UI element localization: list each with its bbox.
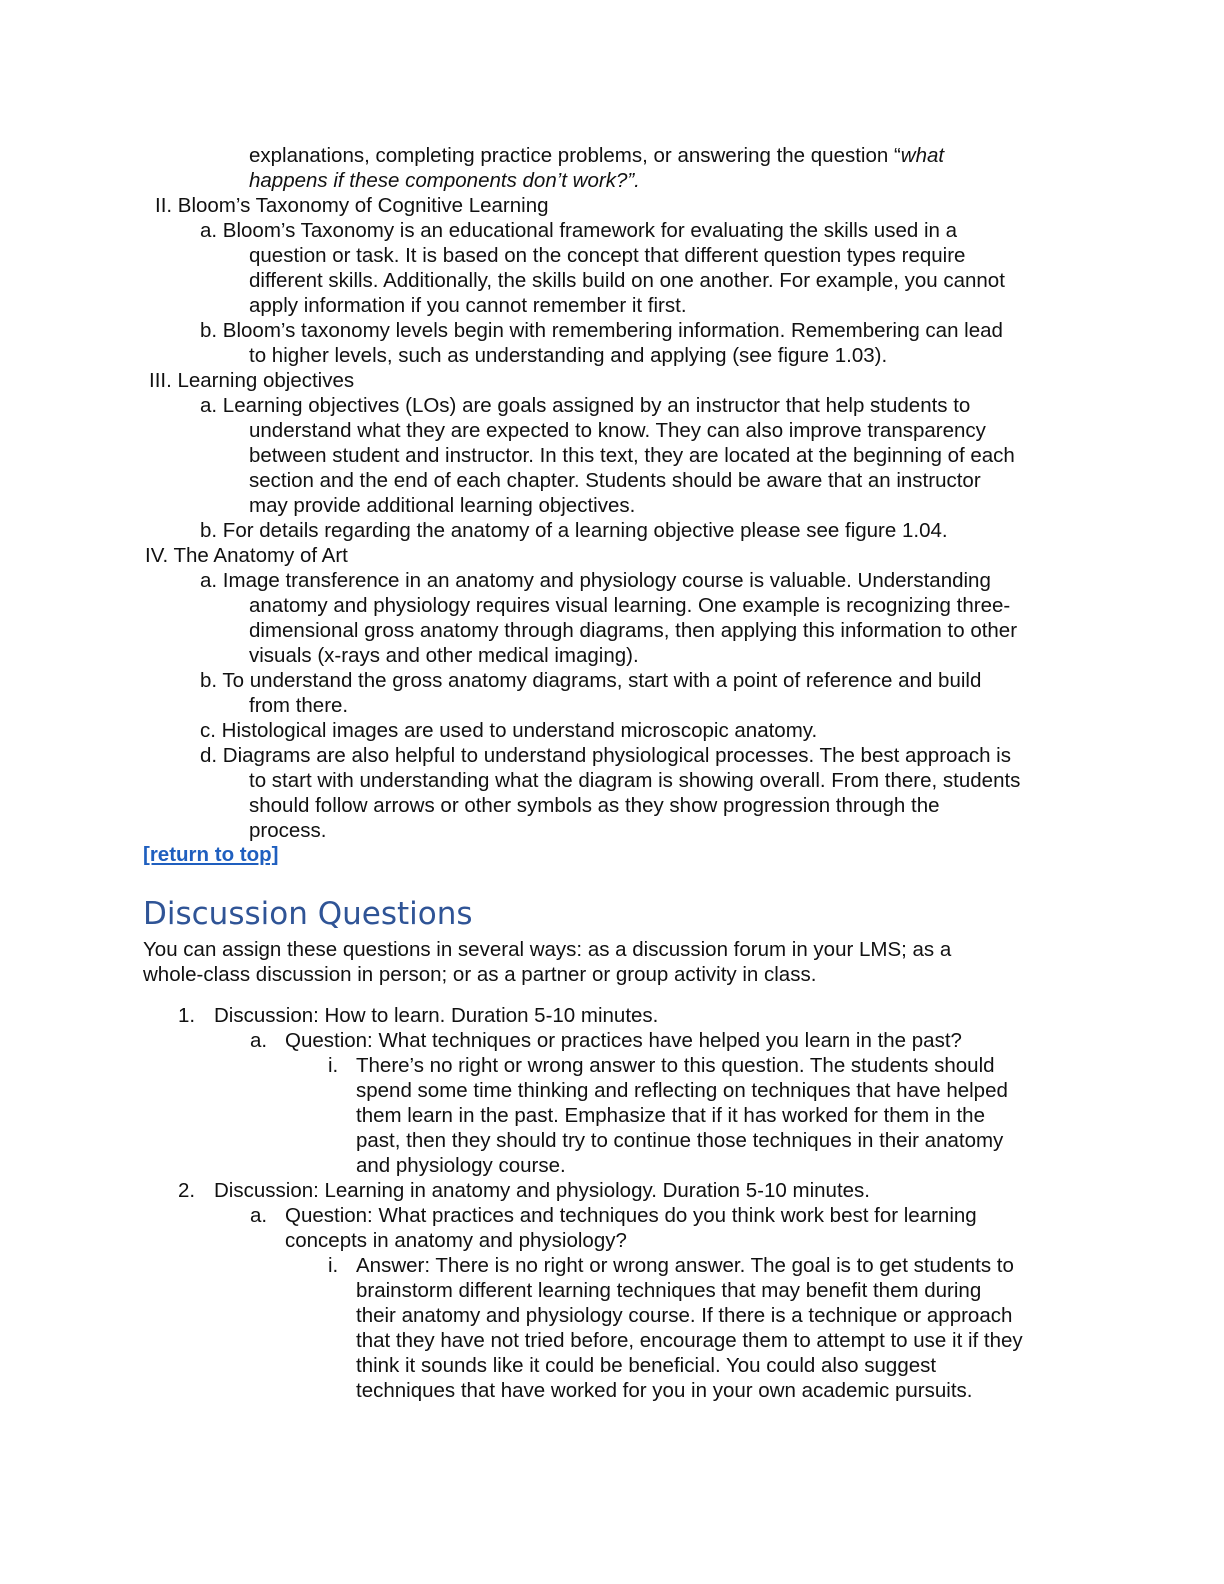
question-1a-i-line: and physiology course. [356,1154,566,1177]
question-2a-line: Question: What practices and techniques do you think work best for learning [285,1204,977,1227]
objectives-item-a-line: section and the end of each chapter. Students should be aware that an instructor [249,469,981,492]
question-1a-text: Question: What techniques or practices have helped you learn in the past? [285,1029,962,1052]
objectives-item-a-line: may provide additional learning objectives. [249,494,636,517]
blooms-item-b-line: b. Bloom’s taxonomy levels begin with remembering information. Remembering can lead [200,319,1003,342]
question-2a-i-line: Answer: There is no right or wrong answer. The goal is to get students to [356,1254,1014,1277]
question-2a-i-line: think it sounds like it could be beneficial. You could also suggest [356,1354,937,1377]
blooms-item-a-line: different skills. Additionally, the skills build on one another. For example, you cannot [249,269,1005,292]
art-item-d-line: d. Diagrams are also helpful to understand physiological processes. The best approach is [200,744,1011,767]
question-1a-marker: a. [250,1029,268,1052]
art-item-a-line: visuals (x-rays and other medical imaging). [249,644,639,667]
return-to-top-link[interactable]: [return to top] [143,843,279,866]
question-1a-i-marker: i. [328,1054,339,1077]
question-2a-marker: a. [250,1204,268,1227]
question-2a-i-line: that they have not tried before, encourage them to attempt to use it if they [356,1329,1023,1352]
objectives-item-a-line: a. Learning objectives (LOs) are goals assigned by an instructor that help students to [200,394,971,417]
question-2-number: 2. [178,1179,196,1202]
question-1-title: Discussion: How to learn. Duration 5-10 minutes. [214,1004,659,1027]
blooms-item-a-line: a. Bloom’s Taxonomy is an educational framework for evaluating the skills used in a [200,219,957,242]
objectives-item-b-line: b. For details regarding the anatomy of a learning objective please see figure 1.04. [200,519,948,542]
question-1a-i-line: past, then they should try to continue those techniques in their anatomy [356,1129,1004,1152]
section-heading-anatomy-of-art: IV. The Anatomy of Art [145,544,348,567]
question-2a-i-marker: i. [328,1254,339,1277]
section-heading-blooms: II. Bloom’s Taxonomy of Cognitive Learning [155,194,549,217]
discussion-intro-line: You can assign these questions in several ways: as a discussion forum in your LMS; as a [143,938,952,961]
question-2a-i-line: techniques that have worked for you in your own academic pursuits. [356,1379,973,1402]
art-item-a-line: a. Image transference in an anatomy and physiology course is valuable. Understanding [200,569,991,592]
art-item-d-line: to start with understanding what the diagram is showing overall. From there, students [249,769,1021,792]
continuation-line-2: happens if these components don’t work?”. [249,169,640,192]
art-item-b-line: from there. [249,694,349,717]
section-heading-learning-objectives: III. Learning objectives [149,369,355,392]
art-item-a-line: anatomy and physiology requires visual learning. One example is recognizing three- [249,594,1011,617]
art-item-a-line: dimensional gross anatomy through diagrams, then applying this information to other [249,619,1018,642]
discussion-questions-heading: Discussion Questions [143,896,473,932]
question-1a-i-line: There’s no right or wrong answer to this question. The students should [356,1054,995,1077]
continuation-italic: what [900,144,945,167]
question-1-number: 1. [178,1004,196,1027]
continuation-line-1 [249,143,944,168]
objectives-item-a-line: between student and instructor. In this text, they are located at the beginning of each [249,444,1015,467]
art-item-c-line: c. Histological images are used to understand microscopic anatomy. [200,719,818,742]
discussion-intro-line: whole-class discussion in person; or as a partner or group activity in class. [143,963,817,986]
question-1a-i-line: them learn in the past. Emphasize that if it has worked for them in the [356,1104,985,1127]
art-item-d-line: should follow arrows or other symbols as they show progression through the [249,794,940,817]
art-item-d-line: process. [249,819,327,842]
blooms-item-a-line: apply information if you cannot remember it first. [249,294,687,317]
art-item-b-line: b. To understand the gross anatomy diagrams, start with a point of reference and build [200,669,982,692]
continuation-text: explanations, completing practice problems, or answering the question “ [249,144,901,167]
question-2a-i-line: brainstorm different learning techniques that may benefit them during [356,1279,982,1302]
blooms-item-a-line: question or task. It is based on the concept that different question types require [249,244,966,267]
question-2-title: Discussion: Learning in anatomy and physiology. Duration 5-10 minutes. [214,1179,870,1202]
blooms-item-b-line: to higher levels, such as understanding and applying (see figure 1.03). [249,344,888,367]
question-2a-line: concepts in anatomy and physiology? [285,1229,627,1252]
question-1a-i-line: spend some time thinking and reflecting on techniques that have helped [356,1079,1008,1102]
question-2a-i-line: their anatomy and physiology course. If there is a technique or approach [356,1304,1013,1327]
objectives-item-a-line: understand what they are expected to know. They can also improve transparency [249,419,986,442]
